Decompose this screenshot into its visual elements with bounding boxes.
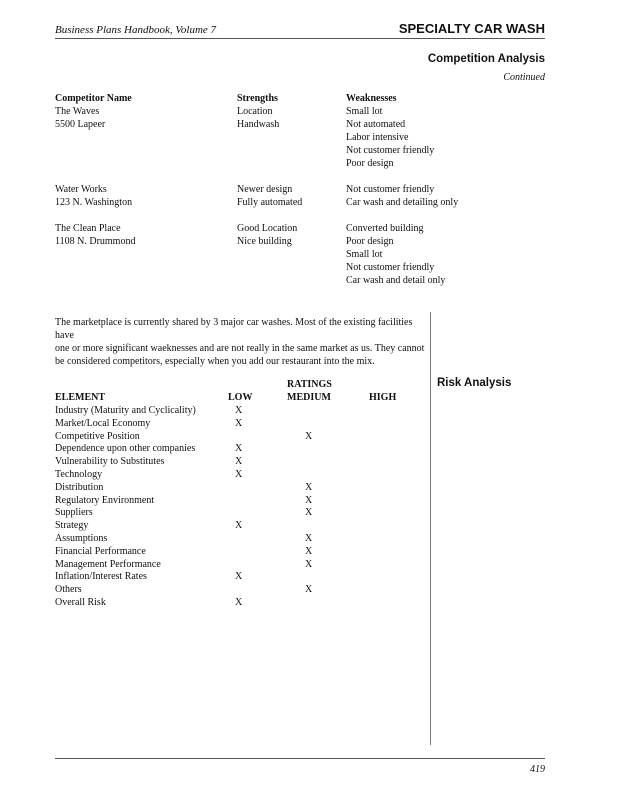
ratings-label: RATINGS (287, 379, 332, 390)
competitor-address: 5500 Lapeer (55, 119, 106, 130)
competitor-weakness: Poor design (346, 236, 394, 247)
risk-rating-mark: X (235, 520, 243, 532)
risk-row (0, 468, 617, 481)
risk-element-label: Industry (Maturity and Cyclicality) (55, 405, 196, 416)
risk-row (0, 545, 617, 558)
risk-rating-mark: X (305, 507, 313, 519)
paragraph-line: The marketplace is currently shared by 3 major car washes. Most of the existing facilities have (55, 317, 413, 341)
risk-rating-mark: X (235, 443, 243, 455)
risk-element-label: Overall Risk (55, 597, 106, 608)
competitor-name: The Clean Place (55, 223, 121, 234)
market-paragraph (55, 316, 427, 368)
paragraph-line: be considered competitors, especially when you add our restaurant into the mix. (55, 356, 375, 367)
competitor-weakness: Not automated (346, 119, 406, 130)
risk-row (0, 404, 617, 417)
risk-element-label: Vulnerability to Substitutes (55, 456, 165, 468)
risk-row (0, 455, 617, 468)
competitor-strength: Handwash (237, 119, 280, 130)
risk-element-label: Inflation/Interest Rates (55, 571, 147, 583)
risk-header-element: ELEMENT (55, 392, 106, 403)
risk-element-label: Assumptions (55, 533, 108, 544)
page-number: 419 (530, 764, 545, 775)
competitor-weakness: Car wash and detail only (346, 275, 446, 286)
col-header-weaknesses: Weaknesses (346, 93, 397, 104)
risk-row (0, 417, 617, 430)
risk-element-label: Others (55, 584, 82, 596)
competitor-name: The Waves (55, 106, 100, 117)
competitor-weakness: Not customer friendly (346, 262, 435, 273)
risk-row (0, 519, 617, 532)
competitor-strength: Newer design (237, 184, 293, 195)
competitor-address: 1108 N. Drummond (55, 236, 136, 247)
risk-row (0, 570, 617, 583)
risk-rating-mark: X (305, 481, 313, 493)
competitor-strength: Good Location (237, 223, 298, 234)
risk-section-title: Risk Analysis (437, 377, 512, 389)
risk-rating-mark: X (305, 533, 313, 544)
risk-rating-mark: X (235, 417, 243, 429)
competitor-weakness: Car wash and detailing only (346, 197, 459, 208)
risk-element-label: Distribution (55, 481, 104, 493)
risk-rating-mark: X (305, 545, 313, 557)
competitor-weakness: Converted building (346, 223, 424, 234)
competitor-weakness: Poor design (346, 158, 394, 169)
col-header-name: Competitor Name (55, 93, 132, 104)
competitor-strength: Location (237, 106, 273, 117)
risk-rating-mark: X (235, 456, 243, 468)
competitor-weakness: Small lot (346, 249, 383, 260)
risk-rating-mark: X (305, 430, 313, 442)
risk-rating-mark: X (235, 597, 243, 608)
risk-row (0, 506, 617, 519)
risk-element-label: Dependence upon other companies (55, 443, 196, 455)
risk-row (0, 583, 617, 596)
footer-rule (55, 758, 545, 759)
risk-element-label: Strategy (55, 520, 89, 532)
plan-title: SPECIALTY CAR WASH (398, 21, 545, 36)
risk-element-label: Financial Performance (55, 545, 146, 557)
header-rule (55, 38, 545, 39)
col-header-strengths: Strengths (237, 93, 278, 104)
competitor-strength: Nice building (237, 236, 292, 247)
risk-row (0, 596, 617, 609)
competition-section-title: Competition Analysis (427, 53, 545, 65)
risk-element-label: Regulatory Environment (55, 494, 155, 506)
risk-header-medium: MEDIUM (287, 392, 331, 403)
risk-rating-mark: X (235, 571, 243, 583)
risk-rating-mark: X (305, 494, 313, 506)
risk-rating-mark: X (305, 558, 313, 570)
risk-row (0, 430, 617, 443)
book-title: Business Plans Handbook, Volume 7 (55, 24, 217, 36)
competitor-weakness: Labor intensive (346, 132, 409, 143)
risk-row (0, 481, 617, 494)
risk-row (0, 558, 617, 571)
risk-element-label: Management Performance (55, 558, 161, 570)
risk-rating-mark: X (235, 469, 243, 480)
risk-rating-mark: X (305, 584, 313, 596)
competitor-weakness: Not customer friendly (346, 184, 435, 195)
risk-header-high: HIGH (369, 392, 397, 403)
paragraph-line: one or more significant waeknesses and are not really in the same market as us. They cannot (55, 343, 425, 354)
risk-header-low: LOW (228, 392, 253, 403)
risk-element-label: Market/Local Economy (55, 417, 151, 429)
risk-element-label: Competitive Position (55, 430, 140, 442)
risk-row (0, 532, 617, 545)
competitor-address: 123 N. Washington (55, 197, 133, 208)
risk-rating-mark: X (235, 405, 243, 416)
competitor-weakness: Not customer friendly (346, 145, 435, 156)
competitor-strength: Fully automated (237, 197, 303, 208)
competitor-weakness: Small lot (346, 106, 383, 117)
risk-row (0, 494, 617, 507)
risk-element-label: Technology (55, 469, 103, 480)
risk-element-label: Suppliers (55, 507, 93, 519)
competitor-name: Water Works (55, 184, 107, 195)
risk-row (0, 442, 617, 455)
continued-label: Continued (503, 72, 545, 83)
